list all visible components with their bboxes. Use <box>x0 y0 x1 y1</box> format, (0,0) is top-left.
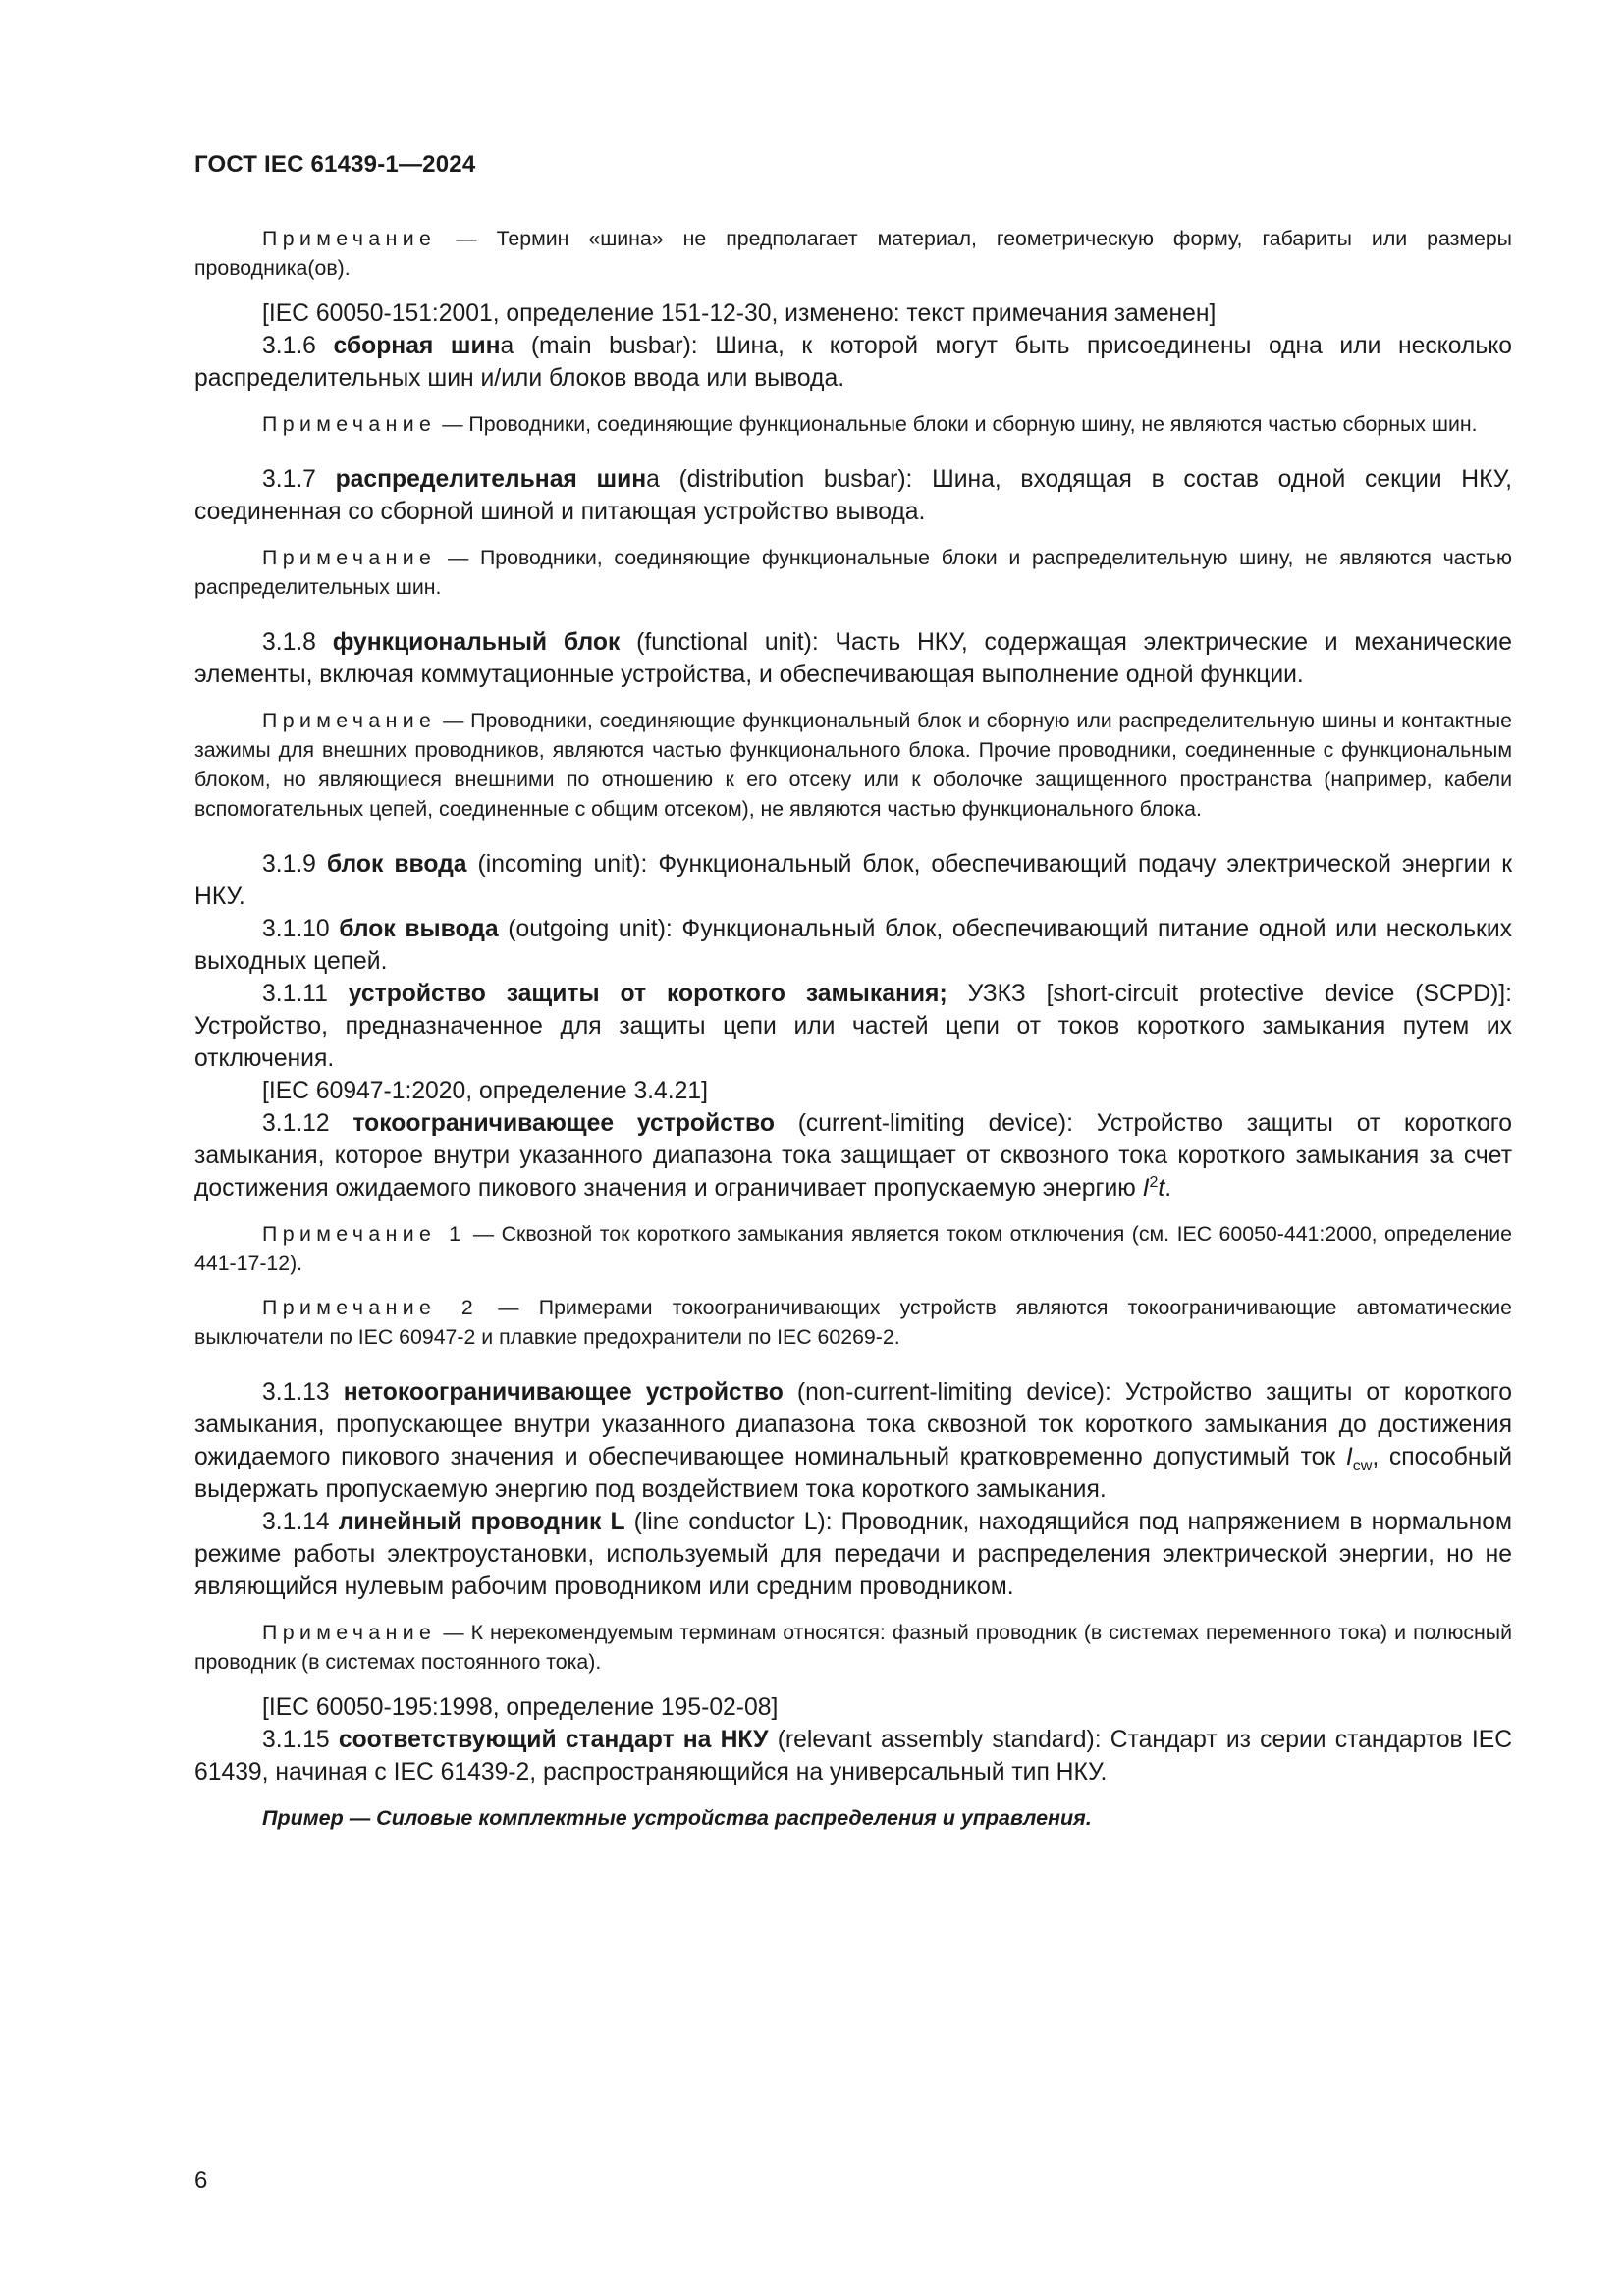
definition-text: (relevant assembly standard): Стандарт из серии стандартов IEC 61439, начиная с IEC 61439-2, распространяющийся на универсальный тип НКУ. <box>194 1727 1513 1786</box>
note-label: Примечание <box>262 412 437 436</box>
definition-3-1-11 <box>194 978 1512 1075</box>
term: нетокоограничивающее устройство <box>343 1379 784 1406</box>
definition-3-1-15 <box>194 1724 1512 1789</box>
term: функциональный блок <box>332 629 621 656</box>
definition-3-1-6 <box>194 330 1512 395</box>
definition-3-1-13 <box>194 1376 1512 1506</box>
source-reference: [IEC 60947-1:2020, определение 3.4.21] <box>262 1078 708 1104</box>
term: распределительная шин <box>335 466 647 493</box>
clause-number: 3.1.13 <box>262 1379 330 1406</box>
definition-text: (incoming unit): Функциональный блок, обеспечивающий подачу электрической энергии к НКУ. <box>194 851 1512 910</box>
definition-3-1-9 <box>194 848 1512 913</box>
clause-number: 3.1.15 <box>262 1727 330 1753</box>
symbol-i: I <box>1142 1175 1150 1201</box>
definition-3-1-8 <box>194 626 1512 691</box>
definition-3-1-7 <box>194 463 1512 528</box>
definition-text: (main busbar): Шина, к которой могут быть присоединены одна или несколько распределительных шин и/или блоков ввода или вывода. <box>194 333 1513 392</box>
definition-3-1-12 <box>194 1107 1512 1204</box>
definition-text: (current-limiting device): Устройство защиты от короткого замыкания, которое внутри указанного диапазона тока защищает от сквозного тока короткого замыкания за счет достижения ожидаемого пикового значения и ограничивает пропускаемую энергию <box>194 1110 1513 1201</box>
subscript: cw <box>1352 1456 1373 1474</box>
note <box>194 543 1512 602</box>
note-text: — Проводники, соединяющие функциональный блок и сборную или распределительную шины и контактные зажимы для внешних проводников, являются частью функционального блока. Прочие проводники, соединенные с функциональным блоком, но являющиеся внешними по отношению к его отсеку или к оболочке защищенного пространства (например, кабели вспомогательных цепей, соединенные с общим отсеком), не являются частью функционального блока. <box>194 709 1513 821</box>
note <box>194 706 1512 824</box>
note-label: Примечание <box>262 227 437 250</box>
superscript: 2 <box>1149 1172 1159 1191</box>
symbol-i: I <box>1345 1444 1353 1470</box>
clause-number: 3.1.11 <box>262 981 328 1007</box>
term: соответствующий стандарт на НКУ <box>338 1727 769 1753</box>
note-label: Примечание <box>262 546 437 569</box>
note-text: — Сквозной ток короткого замыкания является током отключения (см. IEC 60050-441:2000, определение 441-17-12). <box>194 1222 1512 1275</box>
source-reference: [IEC 60050-151:2001, определение 151-12-30, изменено: текст примечания заменен] <box>262 300 1217 327</box>
term: блок ввода <box>326 851 467 878</box>
clause-number: 3.1.12 <box>262 1110 330 1137</box>
term: токоограничивающее устройство <box>352 1110 775 1137</box>
clause-number: 3.1.6 <box>262 333 316 359</box>
clause-number: 3.1.10 <box>262 916 330 942</box>
term: линейный проводник L <box>338 1509 625 1535</box>
note-text: — Примерами токоограничивающих устройств являются токоограничивающие автоматические выключатели по IEC 60947-2 и плавкие предохранители по IEC 60269-2. <box>194 1296 1512 1349</box>
note <box>194 1618 1512 1677</box>
example: Пример — Силовые комплектные устройства распределения и управления. <box>262 1806 1092 1830</box>
note-label: Примечание 2 <box>262 1296 479 1319</box>
clause-number: 3.1.14 <box>262 1509 330 1535</box>
note <box>194 224 1512 283</box>
symbol-t: t <box>1158 1175 1165 1201</box>
note-text: — Термин «шина» не предполагает материал, геометрическую форму, габариты или размеры проводника(ов). <box>194 227 1512 280</box>
page-number: 6 <box>194 2167 208 2194</box>
definition-text: (line conductor L): Проводник, находящийся под напряжением в нормальном режиме работы электроустановки, используемый для передачи и распределения электрической энергии, но не являющийся нулевым рабочим проводником или средним проводником. <box>194 1509 1512 1600</box>
standard-designation: ГОСТ IEC 61439-1—2024 <box>194 151 476 178</box>
note-label: Примечание <box>262 709 437 732</box>
term-ending: а <box>646 466 660 493</box>
sentence-end: . <box>1164 1175 1172 1201</box>
note <box>194 1293 1512 1352</box>
clause-number: 3.1.9 <box>262 851 316 878</box>
definition-text-continued: , способный выдержать пропускаемую энергию под воздействием тока короткого замыкания. <box>194 1444 1513 1503</box>
term: устройство защиты от короткого замыкания; <box>348 981 947 1007</box>
note <box>194 409 1512 439</box>
definition-text: УЗКЗ [short-circuit protective device (SCPD)]: Устройство, предназначенное для защиты цепи или частей цепи от токов короткого замыкания путем их отключения. <box>194 981 1513 1072</box>
definition-3-1-10 <box>194 913 1512 978</box>
clause-number: 3.1.7 <box>262 466 316 493</box>
definition-text: (outgoing unit): Функциональный блок, обеспечивающий питание одной или нескольких выходных цепей. <box>194 916 1512 975</box>
term: сборная шин <box>333 333 501 359</box>
definition-3-1-14 <box>194 1506 1512 1603</box>
definition-text: (functional unit): Часть НКУ, содержащая электрические и механические элементы, включая коммутационные устройства, и обеспечивающая выполнение одной функции. <box>194 629 1513 688</box>
note-text: — Проводники, соединяющие функциональные блоки и распределительную шину, не являются частью распределительных шин. <box>194 546 1512 599</box>
document-body <box>194 224 1512 1833</box>
definition-text: (distribution busbar): Шина, входящая в состав одной секции НКУ, соединенная со сборной шиной и питающая устройство вывода. <box>194 466 1513 525</box>
note <box>194 1219 1512 1278</box>
note-label: Примечание <box>262 1621 437 1644</box>
term-ending: а <box>500 333 514 359</box>
note-label: Примечание 1 <box>262 1222 466 1246</box>
definition-text: (non-current-limiting device): Устройство защиты от короткого замыкания, пропускающее внутри указанного диапазона тока сквозной ток короткого замыкания до достижения ожидаемого пикового значения и обеспечивающее номинальный кратковременно допустимый ток <box>194 1379 1512 1470</box>
source-reference: [IEC 60050-195:1998, определение 195-02-08] <box>262 1694 779 1721</box>
note-text: — К нерекомендуемым терминам относятся: фазный проводник (в системах переменного тока) и полюсный проводник (в системах постоянного тока). <box>194 1621 1513 1674</box>
term: блок вывода <box>339 916 499 942</box>
clause-number: 3.1.8 <box>262 629 316 656</box>
note-text: — Проводники, соединяющие функциональные блоки и сборную шину, не являются частью сборных шин. <box>442 412 1478 436</box>
